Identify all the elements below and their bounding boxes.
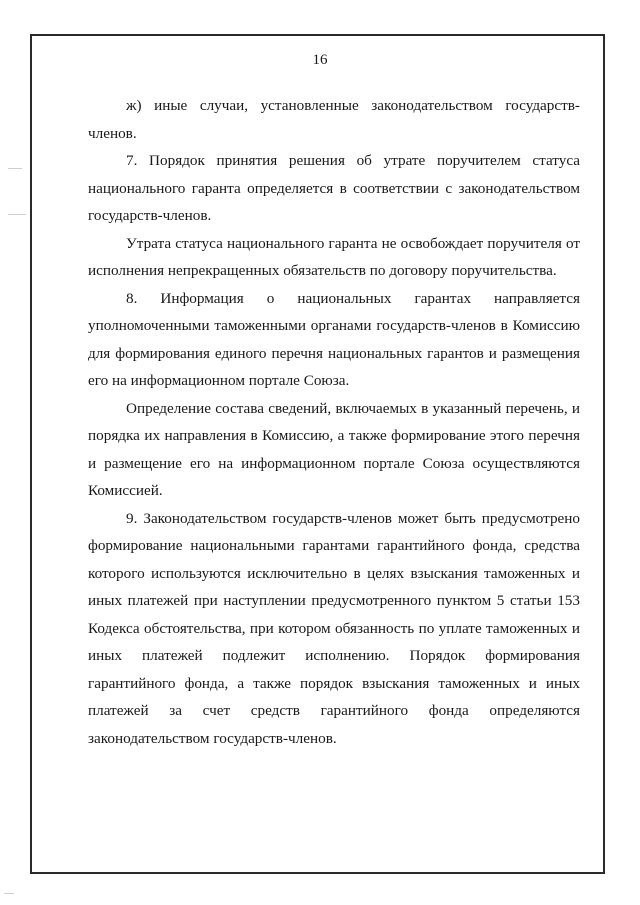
paragraph-clause-8: 8. Информация о национальных гарантах направляется уполномоченными таможенными органами государств-членов в Комиссию для формирования единого перечня национальных гарантов и размещения его на информационном портале Союза. (88, 289, 580, 389)
paragraph-item-zh: ж) иные случаи, установленные законодательством государств-членов. (88, 97, 580, 142)
scan-artifact (8, 168, 22, 169)
page-number: 16 (312, 52, 328, 68)
document-body (88, 92, 580, 752)
paragraph-guarantor-status: Утрата статуса национального гаранта не освобождает поручителя от исполнения непрекращенных обязательств по договору поручительства. (88, 234, 580, 279)
paragraph-list-definition: Определение состава сведений, включаемых в указанный перечень, и порядка их направления в Комиссию, а также формирование этого перечня и размещение его на информационном портале Союза осуществляются Комиссией. (88, 399, 580, 499)
paragraph-clause-7: 7. Порядок принятия решения об утрате поручителем статуса национального гаранта определяется в соответствии с законодательством государств-членов. (88, 152, 580, 224)
scan-artifact (8, 214, 26, 215)
paragraph-clause-9: 9. Законодательством государств-членов может быть предусмотрено формирование национальными гарантами гарантийного фонда, средства которого используются исключительно в целях взыскания таможенных и иных платежей при наступлении предусмотренного пунктом 5 статьи 153 Кодекса обстоятельства, при котором обязанность по уплате таможенных и иных платежей подлежит исполнению. Порядок формирования гарантийного фонда, а также порядок взыскания таможенных и иных платежей за счет средств гарантийного фонда определяются законодательством государств-членов. (88, 509, 580, 747)
scan-artifact (4, 893, 14, 894)
